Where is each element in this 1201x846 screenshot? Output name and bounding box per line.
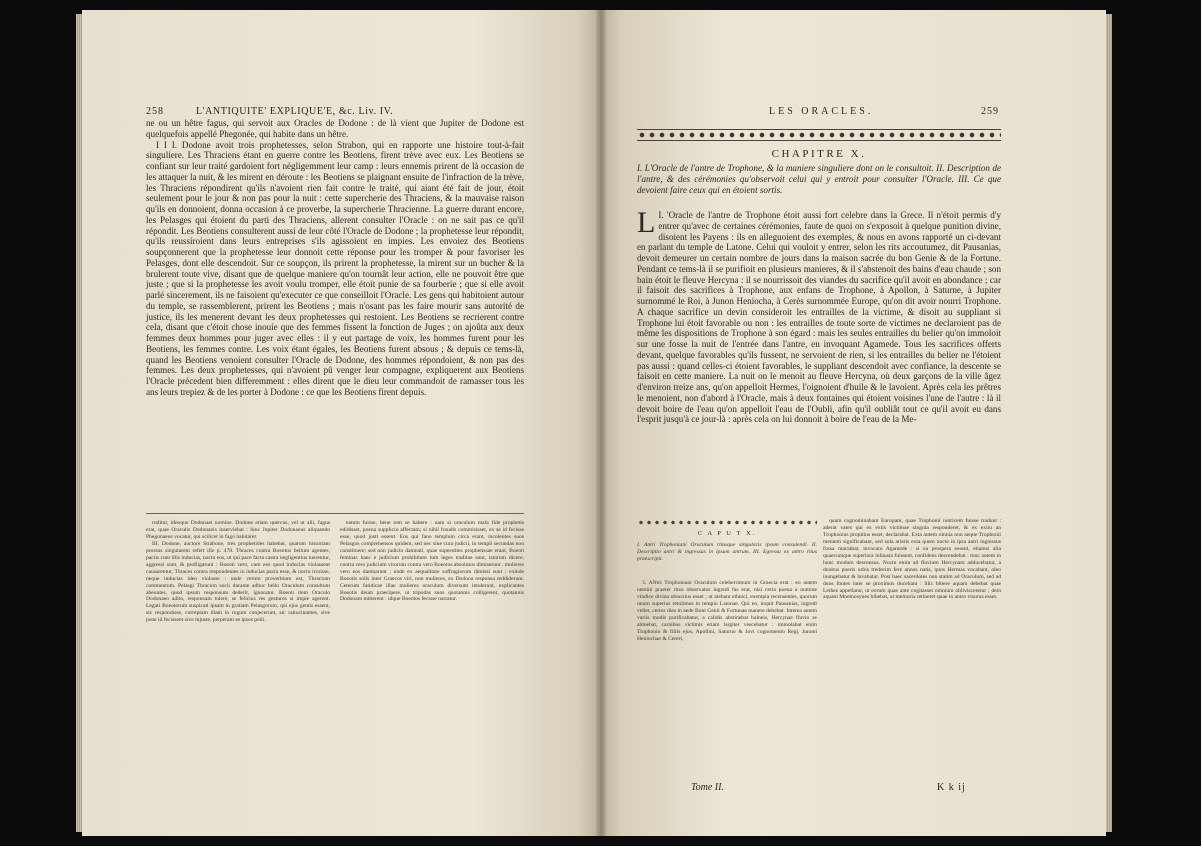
signature-tome: Tome II. (691, 782, 724, 793)
left-paragraph: ne ou un hêtre fagus, qui servoit aux Oracles de Dodone : de là vient que Jupiter de Dodone est quelquefois appellé Phegonée, qui habite dans un hêtre. (146, 118, 524, 139)
footnote-paragraph: eatum fuisse, bene rem se habere : nam si oraculum mala fide prophetis edidisset, poena supplicio affectam; si nihil fraudis commisisset, ex se id fecisse esse, quod justi essent. Eos qui fano templum circa erant, incolentes suos Pelasgos comprehensos quidem, sed nec sine cura judicii, in templi secundas non constituere; sed non judicio damnati, quae superstites prophetissae erant, Boeoti feminas haec e judicium prohibitum tum leges traditae sunt, istorum dicere, contra vero judicium virorum contra vero Boeotos absolutos dimiserunt : mulieres vero eos damnarunt ; unde ex aequalitate suffragiorum dimissi sunt : exinde Boeotis solis inter Graecos viri, non mulieres, ex Dodona responsa reddiderunt. Ceterum fatidicae illae mulieres oraculum diversum intulerunt, explicantes Boeotis deum praecipere, ut tripodas suos quotannis colligerent, quotannis Dodonam mitterent : idque Boeotos fecisse narratur. (340, 520, 524, 603)
chapter-title: CHAPITRE X. (771, 148, 867, 160)
right-page (601, 10, 1106, 836)
right-paragraph-text: I. 'Oracle de l'antre de Trophone étoit aussi fort celebre dans la Grece. Il n'étoit permis d'y entrer qu'avec de certaines cérémonies, faute de quoi on s'exposoit à quelque punition divine, disoient les Payens : ils en alleguoient des exemples, & nous en avons rapporté un ci-devant en parlant du temple de Latone. Celui qui vouloit y entrer, selon les rits accoutumez, dit Pausanias, devoit demeurer un certain nombre de jours dans la maison sacrée du bon Genie & de la Fortune. Pendant ce tems-là il se purifioit en plusieurs manieres, & il s'abstenoit des bains d'eau chaude ; son bain étoit le fleuve Hercyna : il se nourrissoit des viandes du sacrifice qu'il avoit en abondance ; car il faisoit des sacrifices à Trophone, aux enfans de Trophone, à Apollon, à Saturne, à Jupiter surnommé le Roi, à Junon Heniocha, à Cerès surnommée Europe, qu'on dit avoir nourri Trophone. A chaque sacrifice un devin consideroit les entrailles de la victime, & disoit au suppliant si Trophone lui étoit favorable ou non : les entrailles de toute sorte de victimes ne declaroient pas de même les dispositions de Trophone à son égard : mais les seules entrailles du belier qu'on immoloit sur une fosse la nuit de l'entrée dans l'antre, en invoquant Agamede. Tous les sacrifices offerts devant, quelque favorables qu'ils fussent, ne servoient de rien, si les entrailles du belier ne l'étoient pas aussi : quand celles-ci étoient favorables, le suppliant descendoit avec confiance, la descente se faisoit en cette maniere. La nuit on le menoit au fleuve Hercyna, où deux garçons de la ville âgez d'environ treize ans, qu'on appelloit Hermes, l'oignoient d'huile & le lavoient. Après cela les prêtres le menoient, non d'abord à l'Oracle, mais à deux fontaines qui étoient voisines l'une de l'autre : là il devoit boire de l'eau qu'on appelloit l'eau de l'Oubli, afin qu'il oubliât tout ce qu'il avoit eu dans l'esprit jusqu'à ce jour-là : après cela on lui donnoit à boire de l'eau de la Me- (637, 210, 1001, 425)
book-gutter (596, 10, 606, 836)
chapter-ornament (637, 128, 1001, 142)
drop-cap: L (637, 206, 656, 239)
footnote-paragraph: I. ANtri Trophoniani Oraculum celeberrimum in Graecia erat : eo autem nemini praeter ritus observatos ingredi fas erat, nisi certa poena a numine vindice divina obnoxius esset ; ut aiebant ethnici, exempla recensentes, quorum unum superius retulimus in templo Latonae. Qui eo, inquit Pausanias, ingredi vellet, certos dies in aede Boni Genii & Fortunae manere debebat. Interea autem variis modis purificabatur, a calidis abstinebat balneis, Hercynae fluvio se abluebat, carnibus victimis etiam largiter vescebatur : immolabat enim Trophonio & filiis ejus, Apollini, Saturno & Jovi cognomento Regi, Junoni Heniochae & Cereri, (637, 580, 817, 642)
footnote-rule-left (146, 513, 524, 514)
footnote-paragraph: ruditur, ideoque Dodonaei nomine. Dodone etiam quercus, vel ut alii, fagus erat, quae Oraculis Dodonaeis inserviebat : hinc Jupiter Dodonaeus aliquando Phegonaeus vocatur, qui scilicet in fago habitaret. (146, 520, 330, 540)
right-footnote-col-1 (637, 580, 817, 776)
latin-ornament (637, 518, 817, 527)
left-page (82, 10, 600, 836)
latin-summary: I. Antri Trophoniani Oraculum ritusque singularis ipsum consulendi. II. Descriptio antri & ingressus in ipsum antrum. III. Egressu ex antro ritus praescripti. (637, 542, 817, 562)
latin-chapter-heading: C A P U T X. (697, 530, 757, 537)
right-footnote-col-2 (823, 518, 1001, 776)
left-page-number: 258 (146, 106, 164, 117)
right-main-text (637, 206, 1001, 425)
page-stack-right (1106, 14, 1112, 832)
footnote-paragraph: quam cognominabant Europam, quae Trophonii nutricem fuisse tradunt : aderat vates qui ex extis victimae singula responderet, & ex exitu an Trophonius propitius esset, declarabat. Exta autem omnia non aeque Trophonii mentem significabant, sed sola arietis exta quem nocte in ipsa antri ingressus fossa mactabat, invocato Agamede : si ea prospera essent, etiamsi alia quaecumque superiora infausta fuissent, confidens descendebat : tunc autem in hunc modum descensus. Noctu enim ad fluvium Hercynam adducebatur, a duobus pueris urbis tredecim fere annos natis, quos Hermas vocabant, oleo inungebatur & lavabatur. Post haec sacerdotes non statim ad Oraculum, sed ad duos fontes inter se proximos ducebant : illic bibere aquam debebat quae Lethes appellatur, ut eorum quae ante cogitasset omnium oblivisceretur ; dein aquam Mnemosynes bibebat, ut memoria retineret quae in antro visurus esset. (823, 518, 1001, 601)
chapter-summary: I. L'Oracle de l'antre de Trophone, & la maniere singuliere dont on le consultoit. II. Description de l'antre, & des cérémonies qu'observoit celui qui y entroit pour consulter l'Oracle. III. Ce que devoient faire ceux qui en étoient sortis. (637, 163, 1001, 195)
right-running-title: LES ORACLES. (769, 106, 874, 117)
signature-mark: K k ij (937, 782, 966, 793)
left-paragraph: I I I. Dodone avoit trois prophetesses, selon Strabon, qui en rapporte une histoire tout-à-fait singuliere. Les Thraciens étant en guerre contre les Beotiens, firent trève avec eux. Les Beotiens se confiant sur leur traité gardoient fort négligemment leur camp : leurs ennemis prirent de là occasion de les attaquer la nuit, & les mirent en déroute : les Beotiens se plaignant ensuite de l'infraction de la trève, les Thraciens répondirent qu'ils n'avoient rien fait contre le traité, qui aiant été fait de jour, étoit seulement pour le jour & non pas pour la nuit : cette supercherie des Thraciens, & la mauvaise raison qu'ils en donnoient, donna occasion à ce proverbe, la supercherie Thracienne. La guerre durant encore, les Pelasges qui étoient du parti des Thraciens, allerent consulter l'Oracle : on ne sait pas ce qu'il répondit. Les Beotiens consulterent aussi de leur côté l'Oracle de Dodone ; la prophetesse leur répondit, qu'ils reussiroient dans leurs entreprises s'ils agissoient en impies. Les envoiez des Beotiens soupçonnerent que la prophetesse leur donnoit cette réponse pour les tromper & pour favoriser les Pelasges, dont elle descendoit. Sur ce soupçon, ils prirent la prophetesse, la mirent sur un bucher & la brulerent toute vive, disant que de quelque maniere qu'on tournât leur action, elle ne pouvoit être que juste ; que si la prophetesse les avoit voulu tromper, elle étoit punie de sa fourberie ; que si elle avoit parlé sincerement, ils ne faisoient qu'executer ce que conseilloit l'Oracle. Les gens qui habitoient autour du temple, se rassemblerent, prirent les Beotiens ; mais n'osant pas les faire mourir sans autorité de justice, ils les menerent devant les deux prophetesses qui restoient. Les Beotiens se recrierent contre cela, disant que c'étoit chose inouie que des femmes fissent la fonction de Juges ; on ajoûta aux deux femmes deux hommes pour juger avec elles : il y eut partage de voix, les hommes furent pour les Beotiens, les femmes contre. Les voix étant égales, les Beotiens furent absous ; & depuis ce tems-là, quand les Beotiens venoient consulter l'Oracle de Dodone, des hommes répondoient, & non pas des femmes. Les deux prophetesses, qui n'avoient pû venger leur compagne, expliquerent aux Beotiens l'Oracle précedent bien differemment : elles dirent que le dieu leur commandoit de ramasser tous les ans leurs trepiez & de les porter à Dodone : ce que les Beotiens firent depuis. (146, 139, 524, 397)
right-page-number: 259 (981, 106, 999, 117)
left-footnote-col-2 (340, 520, 524, 778)
left-main-text (146, 118, 524, 398)
left-footnote-col-1 (146, 520, 330, 778)
footnote-paragraph: III. Dodone, auctore Strabone, tres prophetides habebat, quarum historiam prorsus singularem refert ille p. 478. Thraces contra Boeotos bellum agentes, pactis cum illis inducias, noctu eos, ut qui pace facta castra negligentius tuerentur, aggressi sunt, & profligarunt : Boeoti vero, cum eos quod inducias violassent causarentur, Thraces contra respondentes in inducias pacta esse, & noctu irruisse, neque inducias ideo violasse : unde verum proverbium est, Thracium commentum. Pelasgi Thracum socii durante adhuc bello Oraculum consultum abeuntes, quod ipsum responsum dederit, ignoratur. Boeoti item Oraculo Dodonaeo adito, responsum tulere, se felicius res gesturos si impie agerent. Legati Boeotorum suspicati ipsam in gratiam Pelasgorum, qui ejus gentis essent, sic respondisse, correptam illam in rogum conjecerunt, sic ratiocinantes, sive juste id fecissent sive injuste, perperam se ipsos pelli. (146, 540, 330, 624)
left-running-title: L'ANTIQUITE' EXPLIQUE'E, &c. Liv. IV. (196, 106, 394, 117)
right-paragraph (637, 206, 1001, 425)
